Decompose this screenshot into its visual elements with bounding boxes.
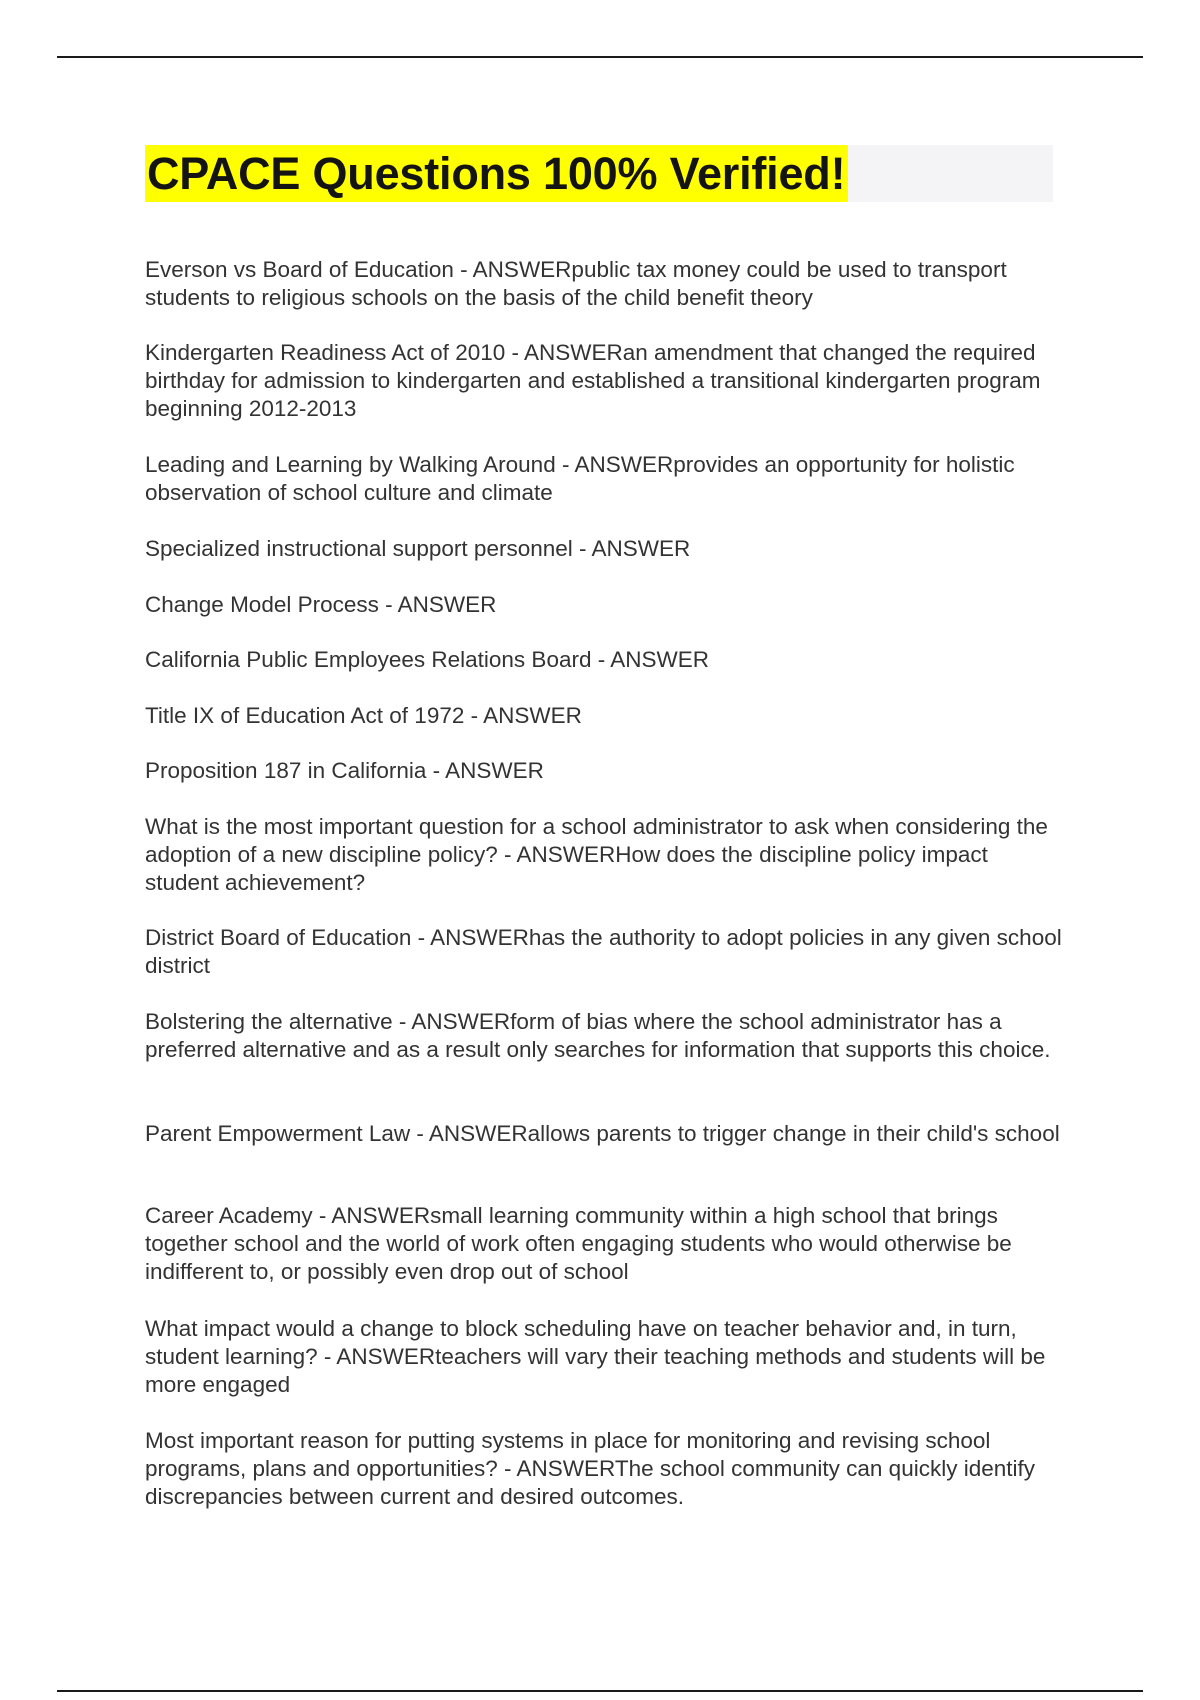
qa-item: What is the most important question for a school administrator to ask when considering the adoption of a new discipline policy? - ANSWERHow does the discipline policy impact student achievement? bbox=[145, 814, 1048, 895]
qa-item: Kindergarten Readiness Act of 2010 - ANSWERan amendment that changed the required birthday for admission to kindergarten and established a transitional kindergarten program beginning 2012-2013 bbox=[145, 340, 1041, 421]
qa-item: District Board of Education - ANSWERhas the authority to adopt policies in any given school district bbox=[145, 925, 1062, 978]
qa-item: Parent Empowerment Law - ANSWERallows parents to trigger change in their child's school bbox=[145, 1121, 1060, 1146]
top-rule bbox=[57, 56, 1143, 58]
qa-item: Specialized instructional support personnel - ANSWER bbox=[145, 536, 691, 561]
qa-item: Bolstering the alternative - ANSWERform of bias where the school administrator has a preferred alternative and as a result only searches for information that supports this choice. bbox=[145, 1009, 1051, 1062]
bottom-rule bbox=[57, 1690, 1143, 1692]
qa-item: Proposition 187 in California - ANSWER bbox=[145, 758, 544, 783]
qa-item: Most important reason for putting systems in place for monitoring and revising school programs, plans and opportunities? - ANSWERThe school community can quickly identify discrepancies between current and desired outcomes. bbox=[145, 1428, 1036, 1509]
qa-item: California Public Employees Relations Board - ANSWER bbox=[145, 647, 709, 672]
qa-item: Leading and Learning by Walking Around - ANSWERprovides an opportunity for holistic observation of school culture and climate bbox=[145, 452, 1015, 505]
qa-item: Everson vs Board of Education - ANSWERpublic tax money could be used to transport students to religious schools on the basis of the child benefit theory bbox=[145, 257, 1007, 310]
qa-item: What impact would a change to block scheduling have on teacher behavior and, in turn, student learning? - ANSWERteachers will vary their teaching methods and students will be more engaged bbox=[145, 1316, 1046, 1397]
qa-item: Career Academy - ANSWERsmall learning community within a high school that brings together school and the world of work often engaging students who would otherwise be indifferent to, or possibly even drop out of school bbox=[145, 1203, 1012, 1284]
qa-item: Title IX of Education Act of 1972 - ANSWER bbox=[145, 703, 582, 728]
document-title: CPACE Questions 100% Verified! bbox=[145, 145, 848, 202]
qa-item: Change Model Process - ANSWER bbox=[145, 592, 497, 617]
title-block bbox=[145, 145, 1053, 202]
